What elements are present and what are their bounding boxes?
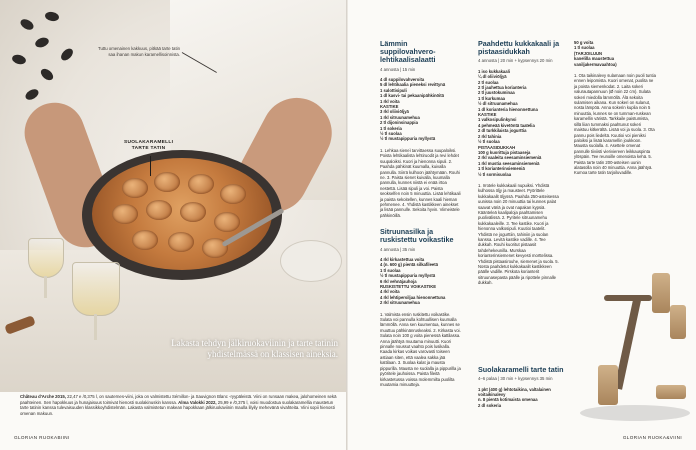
ingredients-fish [380, 257, 462, 306]
ingredient: 1 tl suolaa [574, 45, 595, 51]
tarte-callout-line [150, 156, 151, 176]
photo-caption: Tuttu omenainen kakkuus, pitkää tarte tatin saa ihanan makun karamellisoinnista. [97, 46, 180, 57]
column-3 [574, 40, 656, 180]
ingredient: 1 iso kukkakaali [478, 68, 510, 74]
method-salad: 1. Lehkaa sieneì tarvittaessa suupaloiksi. Poista lehtikaalista lehtiruodit ja revi lehdet suupaloiksi. Kuori ja hienonna sipuli. 2. Paahda pähkinät kuumalla, kuivalla pannulla. Siirrä kulhoon jäähtymään. Rouhi ne. 3. Paista sienet kuivalla, kuumalla pannulla, kunnes niistä ei enää irtoa nestettä. Lisää sipuli ja voi. Paista seokselfen noin 5 minuuttia. Lisää lehtikaali ja paista sekoitellen, kunnes kaali hieman pehmenee. 4. Yhdistä kastikkeen ainekset ja lisää pannulle. Sekoita hyvin. Viimeistele pähkinöillä. [380, 147, 461, 218]
ingredient: kanelilla maustettua vaniljakermavaahtoa) [574, 56, 617, 67]
column-2 [478, 40, 560, 290]
ingredient: 1 dl korianteria hienonnettuna [478, 106, 538, 112]
ingredient: 2 tl juustokuminaa [478, 90, 515, 96]
ingredient: 4 dl suppilovahveroita [380, 77, 425, 83]
ingredient: ½ tl mustapippuria myllystä [380, 136, 436, 142]
tart-recipe-block [478, 366, 566, 408]
ingredient: ½ tl suolaa [478, 139, 500, 145]
ingredient: 2 dl turkkilaista jogurttia [478, 128, 527, 134]
ingredient: 4 rkl voita [380, 289, 400, 295]
ingredient: 2 rkl tahinia [478, 133, 502, 139]
ingredient: 1 rkl mustia seesaminsiemeniä [478, 160, 540, 166]
ingredient: 1 tl suolaa [380, 267, 401, 273]
plant-branch [0, 0, 80, 140]
ingredient: (TARJOILUUN [574, 50, 603, 56]
right-page [348, 0, 696, 450]
wine-caption [20, 394, 338, 416]
photo-headline: Lakasta tehdyn jälkiruokaviinin ja tarte tatinin yhdistelmässä on klassisen aineksia. [171, 338, 338, 359]
ingredient: 4 (n. 600 g) pientä silkafileetä [380, 262, 438, 268]
ingredient: 1 dl kasvi- tai pekaanipähkinöitä [380, 93, 444, 99]
cork-mid [670, 305, 686, 339]
recipe-title-cauliflower: Paahdettu kukkakaali ja pistaasidukkah [478, 39, 560, 57]
ingredient: 2 rkl vaaleita seesaminsiemeniä [478, 155, 542, 161]
recipe-title-salad: Lämmin suppilovahvero-lehtikaalisalaatti [380, 39, 436, 65]
method-tart: 1. Ota taikinalevy sulamaan noin puoli tuntia ennen leipomista. Kuori omenat, puolita ne ja poista siemenkodat. 2. Laita sokeri valurautapannuun (Ø noin 22 cm). Sulata sokeri miedolla lämmöllä. Älä sekoita sulamisen aikana. Kun sokeri on sulanut, nosta lämpöä. Anna sokerin kuplia noin 5 minuuttia, kunnes se on tumman-ruskean karamellin väristä. Tarkkaile paistumista, sillä liian tummaksi paahtunut sokeri maistuu kitkerältä. Lisää voi ja suola. 3. Ota pannu pois liedeltä. Kuutioi voi pieniksi paloiksi ja lisää karamellin joukkoon. Mausta suolalla. 4. Asettele omenat pannulle tiiviisti vieriviereen leikkauspinta ylöspäin. Tee reunoille omenoista kehä. 5. Paista tarte tatin 200-asteisen uunin alatasolla noin 40 minuuttia. Anna jäähtyä. Kumoa tarte tatin tarjoiluvadille. [574, 73, 656, 176]
ingredient: n. 8 pientä kotimaista omenaa [478, 397, 538, 403]
corks-photo [570, 265, 696, 430]
recipe-meta-salad: 4 annosta | 15 min [380, 66, 416, 72]
recipe-meta-cauliflower: 4 annosta | 20 min + kypsennys 20 min [478, 58, 553, 64]
method-fish: 1. Valmista ensin ruskitettu voikastike. Sulata voi pannulla kohtuullisen kuumalla lämmöllä. Anna sen kuumentua, kunnes se muuttuu pähkinänruskeaksi. 2. Kirkasta voi. Sulata noin 100 g voita pienessä kattilassa. Anna jäähtyä muutama minuutti. Kuori pinnalle noussut vaahto pois lusikalla. Kaada kirkas voikas varovasti toiseen astiaan siten, että vaalea sakka jää kattilaan. 3. Suolaa kalat ja mausta pippurilla. Mausta ne suolalla ja pippurilla ja pyöritele jauhoissa. Paista fileitä kirkastetussa voissa molemmilta puolilta muutamia minuutteja. [380, 311, 461, 387]
recipe-meta-tart: 4–6 palaa | 30 min + kypsennys 35 min [478, 376, 553, 382]
ingredient: 2 rkl sitruunamehua [380, 300, 420, 306]
caption-wine-name: Château d'Arche 2015, [20, 394, 66, 399]
column-1 [380, 40, 462, 391]
ingredient: 1 salottisipuli [380, 87, 407, 93]
ingredient: KASTIKE [478, 112, 497, 118]
ingredient: KASTIKE [380, 104, 399, 110]
ingredient: 4 rkl lehtipersiljaa hienonnettuna [380, 294, 446, 300]
ingredients-salad [380, 77, 462, 142]
ingredients-cauliflower [478, 69, 560, 177]
cork-small [598, 365, 618, 405]
ingredient: 50 g voita [574, 40, 594, 45]
folio-right: GLORIAN RUOKA&VIINI [622, 435, 682, 440]
ingredient: 1 tl korianterinsiemeniä [478, 166, 525, 172]
ingredient: 2 tl suolaa [478, 79, 499, 85]
ingredient: 2 dl sokeria [478, 402, 502, 408]
ingredient: 100 g kuorittuja pistaaseja [478, 149, 531, 155]
wine-glass-center [72, 262, 120, 316]
ingredient: 1 tl sokeria [380, 125, 402, 131]
recipe-title-fish: Sitruunasilka ja ruskistettu voikastike [380, 227, 454, 245]
ingredient: 6 rkl vehnäjauhoja [380, 278, 417, 284]
ingredient: ½ tl sormisuolaa [478, 171, 512, 177]
ingredient: ½ dl sitruunamehua [478, 101, 518, 107]
bowl [280, 240, 342, 282]
corkscrew [614, 295, 642, 390]
ingredient: RUSKISTETTU VOIKASTIKE [380, 284, 437, 290]
recipe-meta-fish: 4 annosta | 35 min [380, 246, 416, 252]
ingredients-tart-cont [574, 40, 656, 67]
folio-left: GLORIAN RUOKABIINI [14, 435, 70, 440]
ingredient: 2 tl dijoninsinappia [380, 120, 418, 126]
ingredient: 4 pehmeää kivetöntä taatelia [478, 122, 535, 128]
ingredient: 1 rkl sitruunamehua [380, 114, 420, 120]
tarte-label [124, 140, 173, 152]
ingredient: 3 rkl oliiviöljyä [380, 109, 409, 115]
method-cauliflower: 1. Irrotele kukkakaali nupuiksi. Yhdistä kulhossa öljy ja mausteet. Pyörittele kukkakaalit öljyssä. Paahda 250-asteisessa uunissa noin 20 minuuttia tai kunnes palat saavat väriä ja ovat napakan kypsiä. Käänteleä kaalipaloja paahtamisen puolivälissä. 2. Pyritele sitruunamehu kukkakaaleille. 3. Tee kastike. Kuori ja hienonna valkosipuli. Kuutioi taatelit. Yhdistä ne jogurttiin, tahiniin ja suolan kanssa. Levitä kastike vadille. 4. Tee dukkah. Rouhi kuoritut pistaasit tahdehekeunilla. Murskaa korianterinsiemenet kevyesti morttelissa. Yhdistä pistaasirouhe, siemenet ja suola. 5. Nosta paahdetut kukkakaalit kastikkeen päälle vadille. Pirskota korianterit sitruunasepasta päälle ja ripottele pinnalle dukkah. [478, 182, 559, 286]
ingredient: 4 rkl kirkastettua voita [380, 256, 425, 262]
ingredients-tart [478, 387, 566, 409]
ingredient: 2 tl jauhettua korianteria [478, 85, 527, 91]
food-photo [0, 0, 348, 392]
cork-tall [652, 273, 670, 313]
tarte-label-line1: SUOLAKARAMELLI [124, 140, 174, 145]
ingredient: 1 tl kurkumaa [478, 95, 505, 101]
caption-wine-name-2: Alma Valokki 2022, [178, 399, 217, 405]
ingredient: PISTAASIDUKKAH [478, 144, 516, 150]
recipe-title-tart: Suolakaramelli tarte tatin [478, 365, 564, 374]
corkscrew-handle [604, 295, 652, 301]
ingredient: ½ tl suolaa [380, 131, 402, 137]
ingredient: 1 rkl voita [380, 98, 400, 104]
caption-wine-text: 22,47 e /0,375 l, on sauternes-viini, joka on valmistettu Sémillon- ja Sauvignon Blanc -ryypäleistä. Viini on runsaan makea, jalohomeinen sekä paahteinen. Sen hapokkuus ja hunajaisuus toimivat hienosti suolakinuskin kanssa. [20, 394, 337, 405]
ingredient: ½ tl mustapippuria myllystä [380, 273, 436, 279]
ingredient: 1 valkosipulinkynsi [478, 117, 517, 123]
tarte-tatin [92, 158, 272, 270]
ingredient: 1 pkt (400 g) lehtotaikina, valtalainen voitaikinalevy [478, 386, 551, 398]
wine-glass-left [28, 238, 64, 278]
caption-wine-text-2: 25,99 e /0,375 l, voisi muodostua suolakaramellia maustetun tarte tatinin kanssa tulevaisuuden klassikkoyhdistelmän. Lakasta valmistetun makean hapokkaan jälkiruokaviinin maulla lilyily mehevänä vivahteita. Viini sopii hienosti omenan makuun. [20, 399, 335, 416]
cork-lying [656, 385, 686, 399]
ingredient: 5 dl lehtikaalia pieneksi revittynä [380, 82, 446, 88]
ingredient: ¼ dl oliiviöljyä [478, 74, 507, 80]
tarte-label-line2: TARTE TATIN [131, 146, 166, 151]
